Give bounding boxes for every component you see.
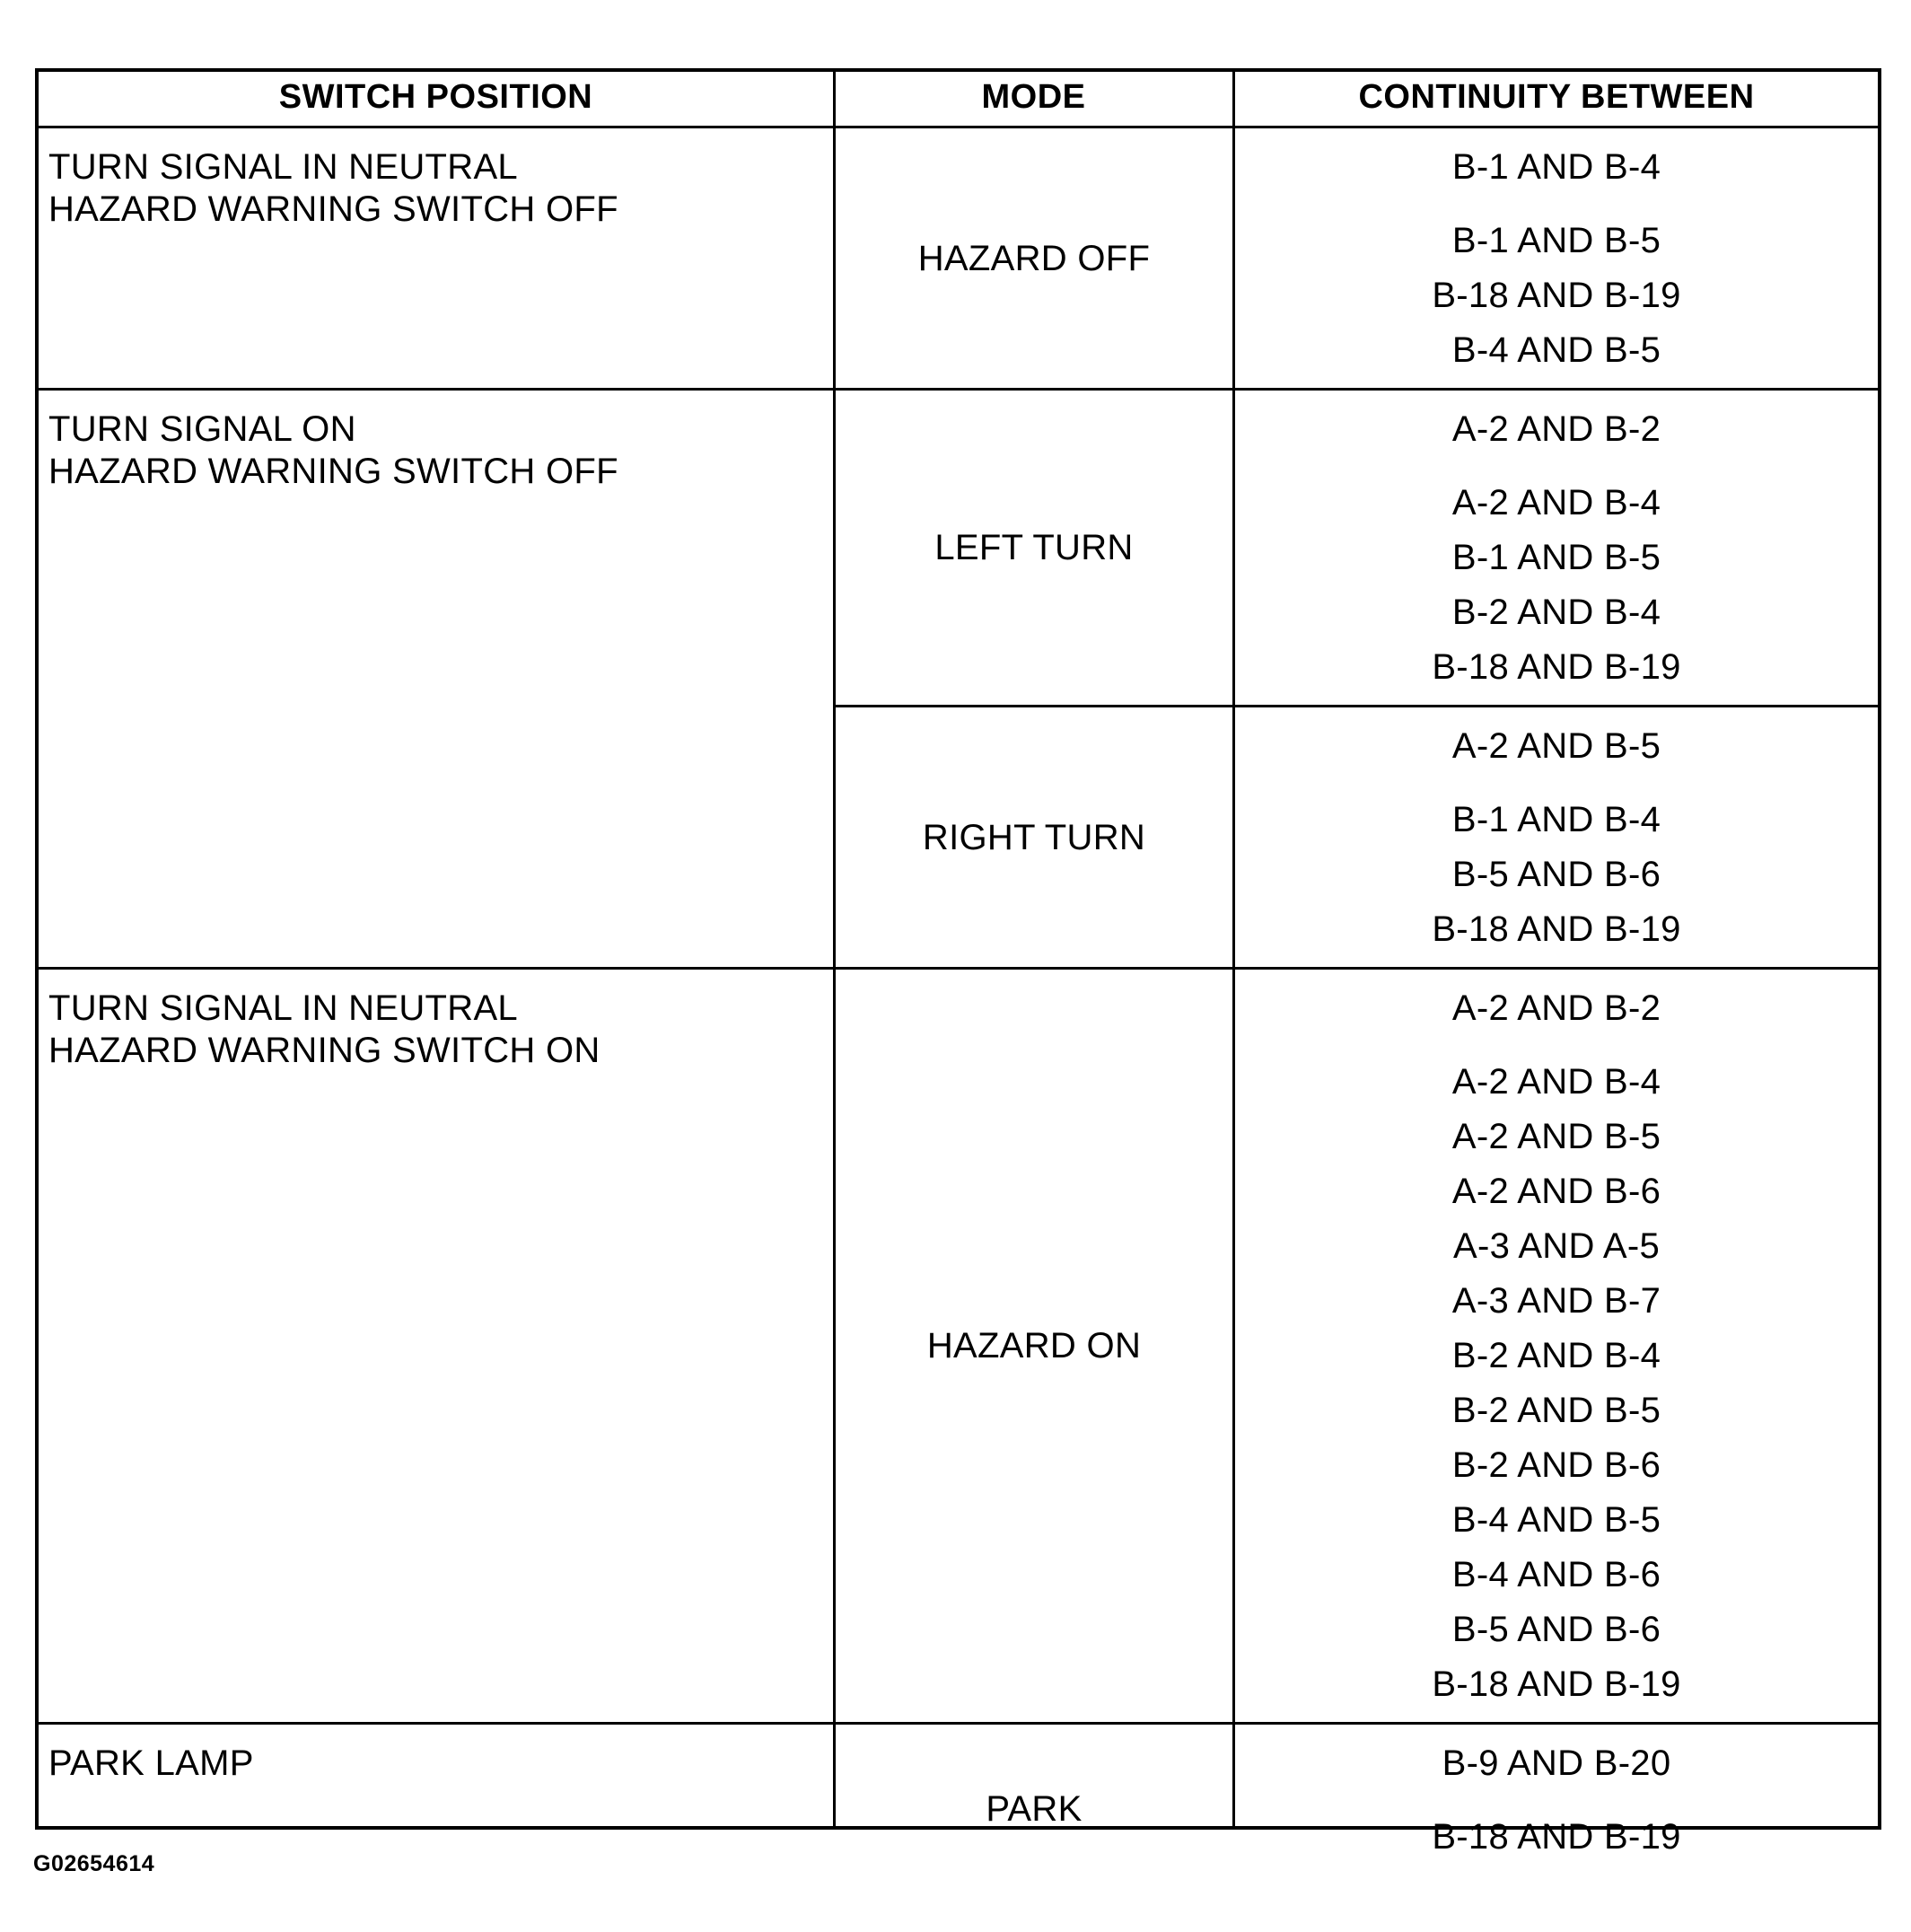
switch-position-line: HAZARD WARNING SWITCH OFF (48, 189, 618, 229)
continuity-pair: A-3 AND B-7 (1451, 1281, 1661, 1321)
continuity-pair: B-2 AND B-5 (1451, 1391, 1661, 1430)
row-divider (35, 388, 1881, 391)
continuity-pair: B-9 AND B-20 (1442, 1743, 1671, 1783)
switch-position-line: PARK LAMP (48, 1743, 254, 1783)
continuity-pair: A-2 AND B-5 (1451, 726, 1661, 766)
continuity-pair: B-18 AND B-19 (1432, 1817, 1681, 1857)
row-divider (35, 967, 1881, 970)
continuity-pair: B-5 AND B-6 (1451, 855, 1661, 894)
continuity-pair: A-2 AND B-4 (1451, 483, 1661, 523)
continuity-pair: B-5 AND B-6 (1451, 1610, 1661, 1649)
switch-position-line: HAZARD WARNING SWITCH ON (48, 1031, 600, 1070)
continuity-pair: B-18 AND B-19 (1432, 647, 1681, 687)
continuity-pair: A-3 AND A-5 (1452, 1226, 1661, 1266)
header-continuity-between: CONTINUITY BETWEEN (1358, 78, 1755, 116)
continuity-pair: B-18 AND B-19 (1432, 1664, 1681, 1704)
continuity-pair: B-1 AND B-5 (1451, 221, 1661, 260)
continuity-pair: B-4 AND B-6 (1451, 1555, 1661, 1594)
continuity-pair: B-4 AND B-5 (1451, 330, 1661, 370)
continuity-pair: A-2 AND B-2 (1451, 988, 1661, 1028)
mode-label: PARK (986, 1788, 1083, 1829)
mode-label: LEFT TURN (934, 528, 1134, 567)
mode-divider (833, 705, 1881, 707)
switch-position-line: TURN SIGNAL ON (48, 409, 356, 449)
mode-label: HAZARD ON (926, 1326, 1142, 1366)
header-switch-position: SWITCH POSITION (278, 78, 593, 116)
continuity-pair: A-2 AND B-2 (1451, 409, 1661, 449)
continuity-pair: B-2 AND B-6 (1451, 1445, 1661, 1485)
continuity-pair: A-2 AND B-6 (1451, 1172, 1661, 1211)
continuity-pair: B-2 AND B-4 (1451, 593, 1661, 632)
header-divider (35, 126, 1881, 128)
continuity-pair: B-1 AND B-4 (1451, 800, 1661, 839)
continuity-pair: B-1 AND B-4 (1451, 147, 1661, 187)
column-divider (833, 68, 836, 1830)
continuity-pair: B-1 AND B-5 (1451, 538, 1661, 577)
continuity-pair: B-18 AND B-19 (1432, 909, 1681, 949)
continuity-pair: B-4 AND B-5 (1451, 1500, 1661, 1540)
switch-position-line: HAZARD WARNING SWITCH OFF (48, 452, 618, 491)
switch-position-line: TURN SIGNAL IN NEUTRAL (48, 147, 518, 187)
figure-id: G02654614 (33, 1851, 155, 1876)
continuity-pair: B-2 AND B-4 (1451, 1336, 1661, 1375)
header-mode: MODE (981, 78, 1086, 116)
continuity-pair: B-18 AND B-19 (1432, 276, 1681, 315)
mode-label: RIGHT TURN (922, 817, 1146, 857)
mode-label: HAZARD OFF (917, 238, 1151, 278)
row-divider (35, 1722, 1881, 1725)
continuity-pair: A-2 AND B-4 (1451, 1062, 1661, 1102)
continuity-pair: A-2 AND B-5 (1451, 1117, 1661, 1156)
switch-position-line: TURN SIGNAL IN NEUTRAL (48, 988, 518, 1028)
